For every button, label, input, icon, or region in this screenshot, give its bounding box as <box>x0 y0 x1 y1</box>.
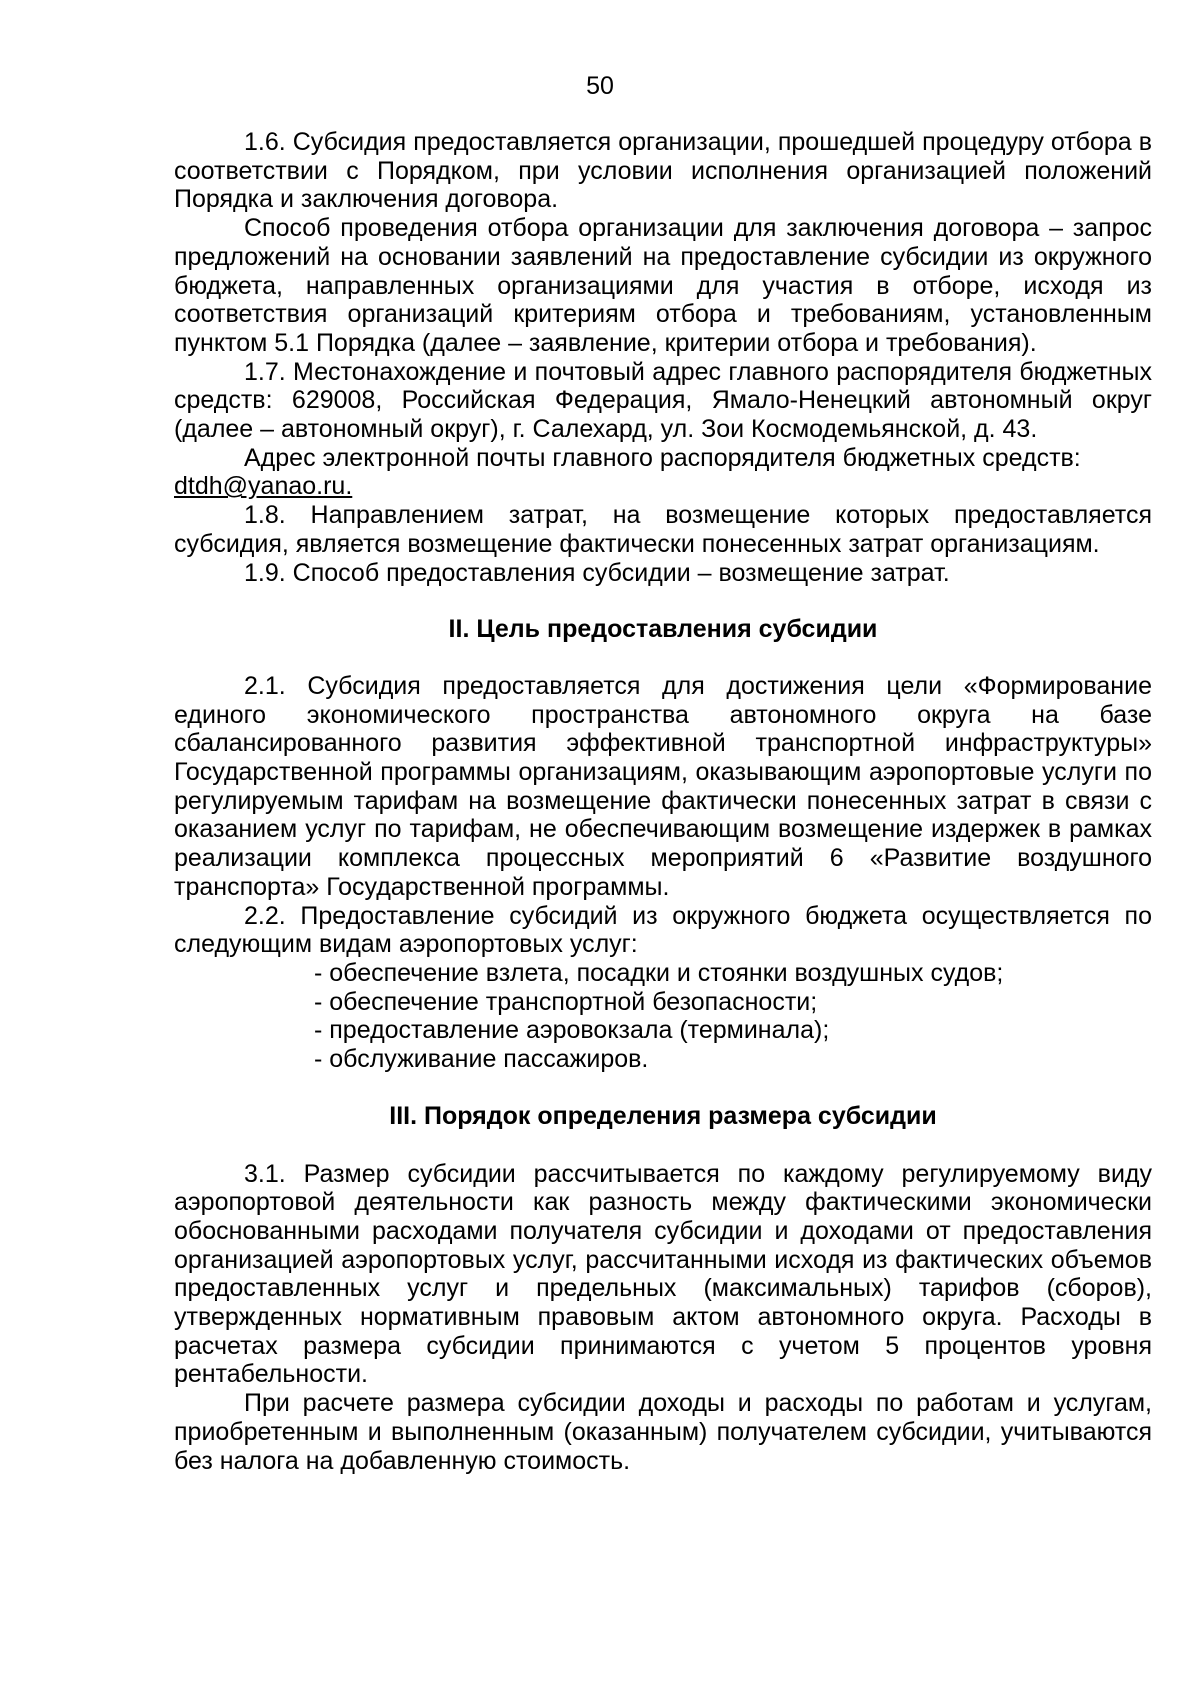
paragraph-1-9: 1.9. Способ предоставления субсидии – возмещение затрат. <box>244 558 950 587</box>
email-link[interactable]: dtdh@yanao.ru. <box>174 472 353 501</box>
list-item: - предоставление аэровокзала (терминала); <box>314 1016 830 1045</box>
email-paragraph <box>174 472 1152 501</box>
section-heading-3: III. Порядок определения размера субсидии <box>389 1101 937 1130</box>
paragraph-2-1: 2.1. Субсидия предоставляется для достижения цели «Формирование единого экономического пространства автономного округа на базе сбалансированного развития эффективной транспортной инфраструктуры» Государственной программы организациям, оказывающим аэропортовые услуги по регулируемым тарифам на возмещение фактически понесенных затрат в связи с оказанием услуг по тарифам, не обеспечивающим возмещение издержек в рамках реализации комплекса процессных мероприятий 6 «Развитие воздушного транспорта» Государственной программы. <box>174 671 1152 901</box>
list-item: - обеспечение транспортной безопасности; <box>314 987 818 1016</box>
paragraph-1-7: 1.7. Местонахождение и почтовый адрес главного распорядителя бюджетных средств: 629008, Российская Федерация, Ямало-Ненецкий автономный округ (далее – автономный округ), г. Салехард, ул. Зои Космодемьянской, д. 43. <box>174 357 1152 444</box>
paragraph-vat: При расчете размера субсидии доходы и расходы по работам и услугам, приобретенным и выполненным (оказанным) получателем субсидии, учитываются без налога на добавленную стоимость. <box>174 1389 1152 1475</box>
document-body <box>174 128 1152 1475</box>
section-heading-2: II. Цель предоставления субсидии <box>448 615 878 644</box>
paragraph-1-8: 1.8. Направлением затрат, на возмещение которых предоставляется субсидия, является возмещение фактически понесенных затрат организациям. <box>174 501 1152 558</box>
paragraph-3-1: 3.1. Размер субсидии рассчитывается по каждому регулируемому виду аэропортовой деятельности как разность между фактическими экономически обоснованными расходами получателя субсидии и доходами от предоставления организацией аэропортовых услуг, рассчитанными исходя из фактических объемов предоставленных услуг и предельных (максимальных) тарифов (сборов), утвержденных нормативным правовым актом автономного округа. Расходы в расчетах размера субсидии принимаются с учетом 5 процентов уровня рентабельности. <box>174 1159 1152 1389</box>
paragraph-selection-method: Способ проведения отбора организации для заключения договора – запрос предложений на основании заявлений на предоставление субсидии из окружного бюджета, направленных организациями для участия в отборе, исходя из соответствия организаций критериям отбора и требованиям, установленным пунктом 5.1 Порядка (далее – заявление, критерии отбора и требования). <box>174 214 1152 357</box>
list-item: - обеспечение взлета, посадки и стоянки воздушных судов; <box>314 958 1004 987</box>
page-number: 50 <box>586 72 614 100</box>
paragraph-email-label: Адрес электронной почты главного распорядителя бюджетных средств: <box>244 443 1081 472</box>
list-item: - обслуживание пассажиров. <box>314 1045 649 1074</box>
paragraph-2-2: 2.2. Предоставление субсидий из окружного бюджета осуществляется по следующим видам аэропортовых услуг: <box>174 901 1152 959</box>
paragraph-1-6: 1.6. Субсидия предоставляется организации, прошедшей процедуру отбора в соответствии с Порядком, при условии исполнения организацией положений Порядка и заключения договора. <box>174 128 1152 214</box>
